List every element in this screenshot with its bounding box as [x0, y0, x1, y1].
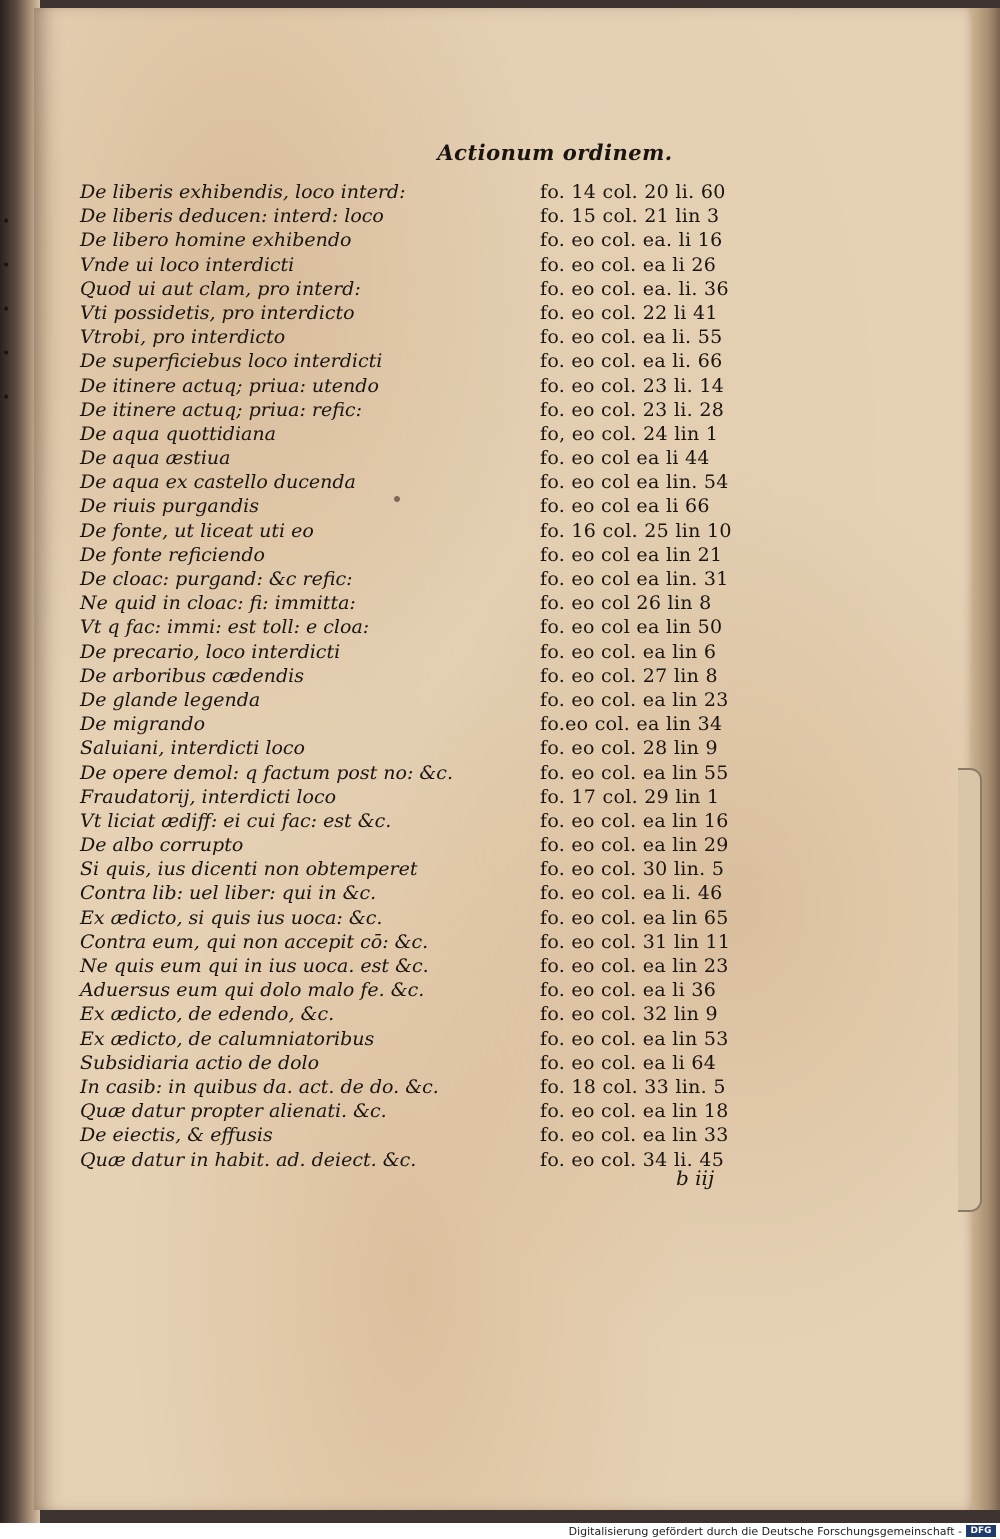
index-entry — [80, 881, 780, 905]
footer-credit: Digitalisierung gefördert durch die Deutsche Forschungsgemeinschaft - — [568, 1525, 962, 1538]
entry-title: De liberis deducen: interd: loco — [80, 205, 384, 228]
entry-title: De precario, loco interdicti — [80, 640, 341, 663]
entry-title: De opere demol: q factum post no: &c. — [80, 761, 453, 784]
index-entry — [80, 1051, 780, 1075]
index-entry — [80, 204, 780, 228]
index-entry — [80, 349, 780, 373]
entry-title: Quod ui aut clam, pro interd: — [80, 277, 361, 300]
index-entry — [80, 519, 780, 543]
page-heading: Actionum ordinem. — [437, 140, 673, 165]
entry-title: Ex ædicto, si quis ius uoca: &c. — [80, 906, 383, 929]
entry-title: Subsidiaria actio de dolo — [80, 1051, 320, 1074]
entry-reference: fo. 14 col. 20 li. 60 — [540, 181, 726, 203]
index-list — [80, 180, 780, 1172]
entry-title: De arboribus cædendis — [80, 664, 305, 687]
entry-title: Contra lib: uel liber: qui in &c. — [80, 882, 377, 905]
index-entry — [80, 712, 780, 736]
entry-reference: fo. 16 col. 25 lin 10 — [540, 519, 732, 542]
entry-reference: fo. eo col ea lin 21 — [540, 543, 723, 566]
index-entry — [80, 228, 780, 252]
entry-title: Vtrobi, pro interdicto — [80, 326, 286, 349]
entry-title: Contra eum, qui non accepit cō: &c. — [80, 930, 429, 953]
index-entry — [80, 761, 780, 785]
index-entry — [80, 857, 780, 881]
entry-reference: fo. eo col. ea lin 23 — [540, 688, 729, 711]
entry-title: Vt q fac: immi: est toll: e cloa: — [80, 616, 370, 639]
entry-reference: fo. eo col. ea lin 29 — [540, 834, 729, 857]
entry-reference: fo. eo col ea li 44 — [540, 447, 710, 470]
index-entry — [80, 470, 780, 494]
index-entry — [80, 954, 780, 978]
entry-title: In casib: in quibus da. act. de do. &c. — [80, 1075, 439, 1098]
entry-reference: fo. eo col ea lin. 31 — [540, 568, 729, 590]
entry-reference: fo. 18 col. 33 lin. 5 — [540, 1075, 726, 1098]
index-entry — [80, 978, 780, 1002]
index-entry — [80, 1027, 780, 1051]
entry-reference: fo. eo col. ea lin 23 — [540, 955, 729, 977]
entry-title: De glande legenda — [80, 688, 261, 711]
index-entry — [80, 688, 780, 712]
index-entry — [80, 567, 780, 591]
entry-title: Saluiani, interdicti loco — [80, 737, 305, 760]
index-entry — [80, 446, 780, 470]
index-entry — [80, 253, 780, 277]
entry-title: De liberis exhibendis, loco interd: — [80, 181, 406, 203]
entry-title: Ex ædicto, de calumniatoribus — [80, 1027, 375, 1050]
entry-reference: fo. eo col. ea lin 33 — [540, 1124, 729, 1147]
entry-reference: fo. eo col. ea li. 66 — [540, 350, 723, 373]
index-entry — [80, 785, 780, 809]
index-entry — [80, 1123, 780, 1147]
index-entry — [80, 615, 780, 639]
entry-reference: fo. eo col ea li 66 — [540, 495, 710, 518]
index-entry — [80, 1002, 780, 1026]
index-entry — [80, 180, 780, 204]
entry-title: De cloac: purgand: &c refic: — [80, 568, 353, 590]
entry-title: De itinere actuq; priua: refic: — [80, 398, 362, 421]
entry-reference: fo. eo col. 22 li 41 — [540, 301, 718, 324]
entry-title: Ne quis eum qui in ius uoca. est &c. — [80, 955, 429, 977]
index-entry — [80, 930, 780, 954]
signature-mark: b iij — [676, 1166, 715, 1190]
entry-reference: fo. eo col. ea lin 16 — [540, 809, 729, 832]
index-entry — [80, 422, 780, 446]
entry-title: De albo corrupto — [80, 834, 244, 857]
entry-title: De migrando — [80, 713, 206, 736]
entry-reference: fo. eo col. ea lin 65 — [540, 906, 729, 929]
entry-title: De libero homine exhibendo — [80, 229, 352, 252]
entry-reference: fo. eo col. 23 li. 28 — [540, 398, 725, 421]
entry-title: Quæ datur in habit. ad. deiect. &c. — [80, 1148, 417, 1171]
index-entry — [80, 1099, 780, 1123]
index-entry — [80, 325, 780, 349]
index-entry — [80, 398, 780, 422]
index-entry — [80, 809, 780, 833]
entry-reference: fo. eo col. ea li. 55 — [540, 326, 723, 349]
entry-title: De aqua ex castello ducenda — [80, 471, 356, 494]
entry-title: Vnde ui loco interdicti — [80, 253, 295, 276]
entry-title: De aqua quottidiana — [80, 422, 276, 445]
entry-title: Fraudatorij, interdicti loco — [80, 785, 337, 808]
entry-reference: fo. 15 col. 21 lin 3 — [540, 205, 720, 228]
entry-reference: fo. eo col. 34 li. 45 — [540, 1148, 725, 1171]
entry-reference: fo. eo col. ea li. 46 — [540, 882, 723, 905]
entry-title: Vti possidetis, pro interdicto — [80, 301, 355, 324]
index-entry — [80, 301, 780, 325]
entry-title: Ex ædicto, de edendo, &c. — [80, 1003, 335, 1026]
entry-reference: fo. eo col. ea. li 16 — [540, 229, 723, 252]
index-entry — [80, 736, 780, 760]
page-edge — [972, 8, 1000, 1510]
entry-reference: fo. 17 col. 29 lin 1 — [540, 785, 720, 808]
index-entry — [80, 906, 780, 930]
entry-title: De itinere actuq; priua: utendo — [80, 374, 379, 397]
entry-title: De eiectis, & effusis — [80, 1124, 273, 1147]
entry-reference: fo. eo col ea lin. 54 — [540, 471, 729, 494]
entry-reference: fo.eo col. ea lin 34 — [540, 713, 723, 736]
entry-title: De fonte reficiendo — [80, 543, 265, 566]
entry-reference: fo. eo col. ea li 64 — [540, 1051, 717, 1074]
entry-title: Quæ datur propter alienati. &c. — [80, 1100, 387, 1123]
entry-reference: fo. eo col. ea lin 53 — [540, 1027, 729, 1050]
index-entry — [80, 640, 780, 664]
entry-reference: fo. eo col. 27 lin 8 — [540, 664, 718, 687]
margin-bleedthrough: • • • • • — [2, 214, 11, 406]
entry-title: De superficiebus loco interdicti — [80, 350, 383, 373]
entry-reference: fo. eo col. 31 lin 11 — [540, 930, 731, 953]
entry-reference: fo. eo col 26 lin 8 — [540, 592, 712, 615]
index-entry — [80, 833, 780, 857]
entry-title: Ne quid in cloac: fi: immitta: — [80, 592, 356, 615]
entry-title: Vt liciat ædiff: ei cui fac: est &c. — [80, 809, 392, 832]
entry-title: Si quis, ius dicenti non obtemperet — [80, 858, 418, 881]
entry-title: Aduersus eum qui dolo malo fe. &c. — [80, 979, 425, 1002]
index-entry — [80, 543, 780, 567]
index-entry — [80, 664, 780, 688]
entry-reference: fo. eo col ea lin 50 — [540, 616, 723, 639]
entry-title: De riuis purgandis — [80, 495, 259, 518]
entry-reference: fo. eo col. 32 lin 9 — [540, 1003, 718, 1026]
entry-reference: fo. eo col. ea li 36 — [540, 979, 717, 1002]
entry-reference: fo. eo col. ea. li. 36 — [540, 277, 729, 300]
clasp-mark — [958, 768, 982, 1212]
entry-reference: fo. eo col. ea li 26 — [540, 253, 717, 276]
entry-reference: fo. eo col. 28 lin 9 — [540, 737, 718, 760]
index-entry — [80, 374, 780, 398]
dfg-logo: DFG — [966, 1525, 996, 1537]
entry-reference: fo. eo col. 23 li. 14 — [540, 374, 725, 397]
entry-reference: fo. eo col. ea lin 6 — [540, 640, 717, 663]
index-entry — [80, 1075, 780, 1099]
entry-title: De aqua æstiua — [80, 447, 231, 470]
entry-reference: fo. eo col. ea lin 55 — [540, 761, 729, 784]
index-entry — [80, 591, 780, 615]
index-entry — [80, 1148, 780, 1172]
index-entry — [80, 277, 780, 301]
index-entry — [80, 494, 780, 518]
entry-reference: fo, eo col. 24 lin 1 — [540, 422, 719, 445]
entry-reference: fo. eo col. 30 lin. 5 — [540, 858, 725, 881]
entry-title: De fonte, ut liceat uti eo — [80, 519, 314, 542]
entry-reference: fo. eo col. ea lin 18 — [540, 1100, 729, 1123]
